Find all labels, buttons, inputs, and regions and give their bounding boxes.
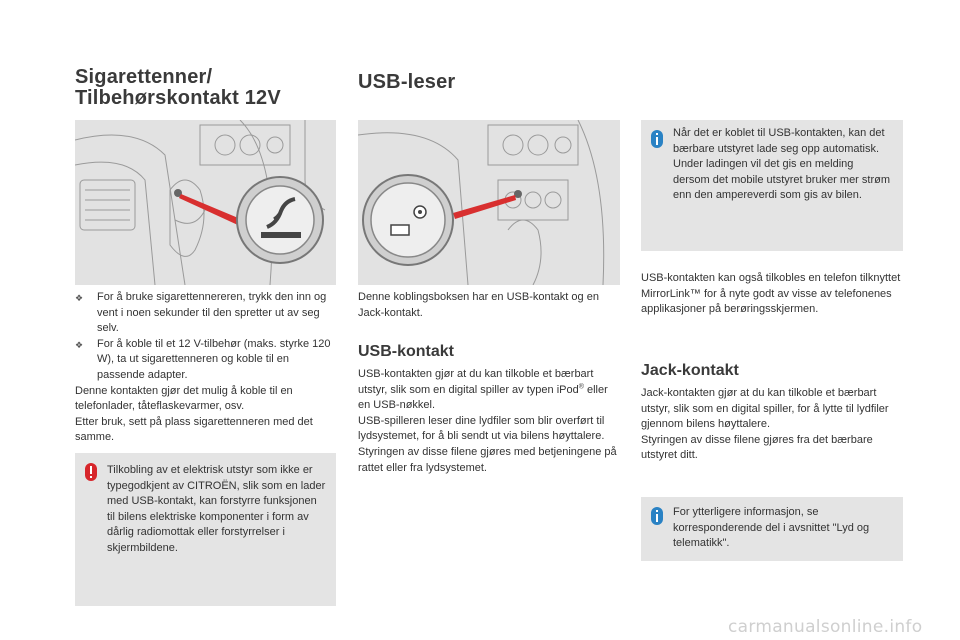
info-icon <box>650 507 664 525</box>
info-box-more <box>641 497 903 561</box>
cigarette-lighter-illustration <box>75 120 336 285</box>
left-body-text <box>75 290 337 446</box>
checkbox-bullet-icon: ❖ <box>75 293 84 303</box>
bullet-item: ❖ For å koble til et 12 V-tilbehør (maks. styrke 120 W), ta ut sigarettenneren og koble til en passende adapter. <box>75 337 337 384</box>
jack-body-text <box>641 386 903 464</box>
title-line-1: Sigarettenner/ <box>75 66 213 88</box>
usb-reader-illustration <box>358 120 620 285</box>
paragraph: Denne kontakten gjør det mulig å koble til en telefonlader, tåteflaskevarmer, osv. <box>75 384 293 413</box>
info-box-charging <box>641 120 903 251</box>
paragraph: Etter bruk, sett på plass sigarettenneren med det samme. <box>75 415 313 444</box>
info-icon <box>650 130 664 148</box>
section-title-cigarette <box>75 67 281 109</box>
section-title-usb: USB-leser <box>358 71 456 93</box>
warning-box <box>75 453 336 606</box>
info-text: Når det er koblet til USB-kontakten, kan det bærbare utstyret lade seg opp automatisk. Under ladingen vil det gis en melding dersom det mobile utstyret bruker mer strøm enn den ampereverdi som gis av bilen. <box>673 127 891 202</box>
info-text: For ytterligere informasjon, se korresponderende del i avsnittet "Lyd og telematikk". <box>673 506 870 550</box>
warning-icon <box>84 463 98 481</box>
warning-text: Tilkobling av et elektrisk utstyr som ikke er typegodkjent av CITROËN, slik som en lader med USB-kontakt, kan forstyrre funksjonen til bilens elektriske komponenter i form av dårlig radiomottak eller forstyrrelser i skjermbildene. <box>107 464 326 554</box>
usb-kontakt-heading: USB-kontakt <box>358 343 455 360</box>
paragraph: Styringen av disse filene gjøres med betjeningene på rattet eller fra lydsystemet. <box>358 445 617 474</box>
paragraph: Styringen av disse filene gjøres fra det bærbare utstyret ditt. <box>641 433 873 462</box>
paragraph: USB-kontakten gjør at du kan tilkoble et bærbart utstyr, slik som en digital spiller av typen iPod® eller en USB-nøkkel. <box>358 368 608 412</box>
bullet-item: ❖ For å bruke sigarettennereren, trykk den inn og vent i noen sekunder til den spretter ut av seg selv. <box>75 290 337 337</box>
usb-intro: Denne koblingsboksen har en USB-kontakt og en Jack-kontakt. <box>358 291 599 319</box>
mirrorlink-text: USB-kontakten kan også tilkobles en telefon tilknyttet MirrorLink™ for å nyte godt av visse av telefonenes applikasjoner på berøringsskjermen. <box>641 272 901 316</box>
paragraph: USB-spilleren leser dine lydfiler som blir overført til lydsystemet, for å bli sendt ut via bilens høyttalere. <box>358 414 605 443</box>
title-line-2: Tilbehørskontakt 12V <box>75 87 281 109</box>
paragraph: Jack-kontakten gjør at du kan tilkoble et bærbart utstyr, slik som en digital spiller, for å lytte til lydfiler gjennom bilens høyttalere. <box>641 387 889 431</box>
checkbox-bullet-icon: ❖ <box>75 339 84 350</box>
jack-kontakt-heading: Jack-kontakt <box>641 362 739 379</box>
watermark: carmanualsonline.info <box>728 617 923 637</box>
usb-body-text <box>358 367 620 476</box>
